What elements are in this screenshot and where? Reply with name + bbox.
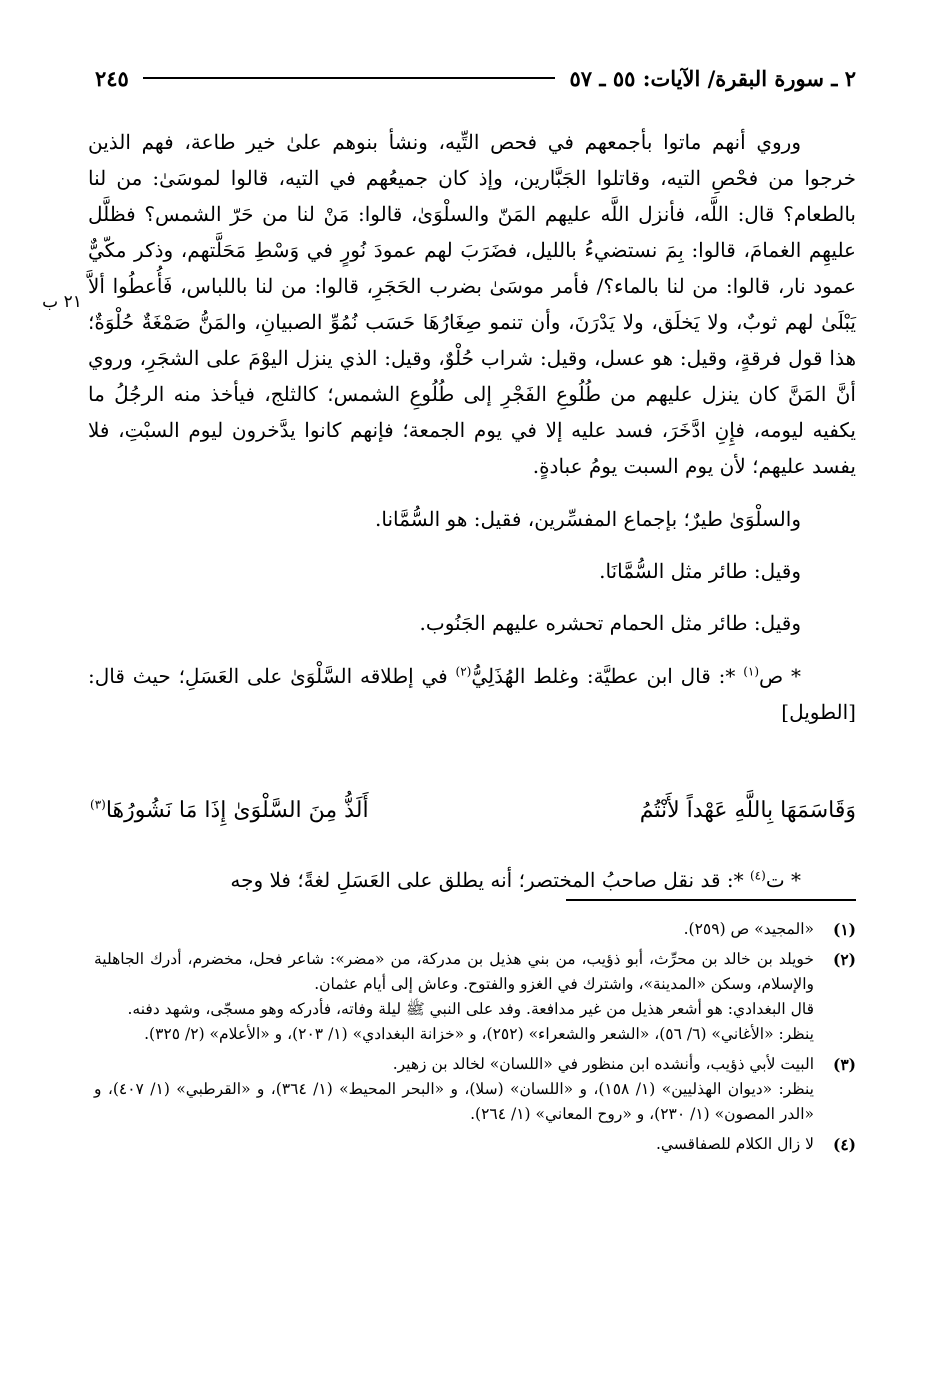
header-rule xyxy=(143,77,556,79)
footnote-text xyxy=(94,1052,814,1127)
paragraph-salwa-alt2: وقيل: طائر مثل الحمام تحشره عليهم الجَنُوب. xyxy=(419,611,801,635)
paragraph-manna-quails: وروي أنهم ماتوا بأجمعهم في فحص التِّيه، ونشأ بنوهم علىٰ خير طاعة، فهم الذين خرجوا من فحْصِ التيه، وقاتلوا الجَبَّارين، وإذ كان جميعُهم في التيه، قالوا لموسَىٰ: من لنا بالطعام؟ قال: اللَّه، فأنزل اللَّه عليهم المَنّ والسلْوَىٰ، قالوا: مَنْ لنا من حَرّ الشمس؟ فظلَّل عليهِم الغمامَ، قالوا: بِمَ نستضيءُ بالليل، فضَرَبَ لهم عمودَ نُورٍ في وَسْطِ مَحَلَّتهم، وذكر مكّيٌّ عمود نار، قالوا: من لنا بالماء؟/ فأمر موسَىٰ بضرب الحَجَرِ، قالوا: من لنا باللباس، فَأُعطُوا ألاَّ يَبْلَىٰ لهم ثوبٌ، ولا يَخلَق، ولا يَدْرَنَ، وأن تنمو صِغَارُهَا حَسَب نُمُوِّ الصبيانِ، والمَنُّ صَمْغَةٌ حُلْوَةٌ؛ هذا قول فرقةٍ، وقيل: هو عسل، وقيل: شراب حُلْوٌ، وقيل: الذي ينزل اليوْمَ على الشجَرِ، وروي أنَّ المَنَّ كان ينزل عليهم من طُلُوعِ الفَجْرِ إلى طُلُوعِ الشمس؛ كالثلج، فيأخذ منه الرجُلُ ما يكفيه ليومه، فإِنِ ادَّخَرَ، فسد عليه إلا في يوم الجمعة؛ فإنهم كانوا يدَّخرون ليوم السبْتِ، فلا يفسد عليهم؛ لأن يوم السبت يومُ عبادةٍ. xyxy=(88,130,856,478)
footnote-number: (١) xyxy=(832,920,856,939)
footnote-ref[interactable]: (١) xyxy=(743,664,760,679)
verse-second-hemistich xyxy=(90,798,369,823)
footnote-ref[interactable]: (٢) xyxy=(455,664,472,679)
footnote-line: «المجيد» ص (٢٥٩). xyxy=(683,920,814,938)
footnote xyxy=(94,917,856,942)
paragraph-tail xyxy=(88,862,856,898)
footnote-line: البيت لأبي ذؤيب، وأنشده ابن منظور في «اللسان» لخالد بن زهير. xyxy=(392,1055,814,1073)
text-segment: أَلَذُّ مِنَ السَّلْوَىٰ إِذَا مَا نَشُورُهَا xyxy=(105,797,369,823)
manuscript-folio-marker: ٢١ ب xyxy=(42,292,82,312)
paragraph-salwa: والسلْوَىٰ طيرٌ؛ بإجماع المفسِّرين، فقيل: هو السُّمَّانا. xyxy=(375,507,801,531)
footnote-number: (٤) xyxy=(832,1135,856,1154)
footnotes xyxy=(94,912,856,1157)
footnote-line: خويلد بن خالد بن محرِّث، أبو ذؤيب، من بني هذيل بن مدركة، من «مضر»: شاعر فحل، مخضرم، أدرك الجاهلية والإسلام، وسكن «المدينة»، واشترك في الغزو والفتوح. وعاش إلى أيام عثمان. xyxy=(94,950,814,993)
poetry-verse xyxy=(90,790,856,830)
footnote xyxy=(94,1132,856,1157)
text-segment: * ص xyxy=(759,664,802,688)
paragraph-salwa-alt1: وقيل: طائر مثل السُّمَّانَا. xyxy=(599,559,801,583)
footnote-line: ينظر: «الأغاني» (٦/ ٥٦)، «الشعر والشعراء» (٢٥٢)، و «خزانة البغدادي» (١/ ٢٠٣)، و «الأعلام» (٢/ ٣٢٥). xyxy=(144,1025,814,1043)
footnote-separator xyxy=(566,899,856,901)
text-segment: * ت xyxy=(765,868,801,892)
page-header xyxy=(95,62,856,94)
text-segment: *: قد نقل صاحبُ المختصر؛ أنه يطلق على العَسَلِ لغةً؛ فلا وجه xyxy=(230,868,750,892)
footnote-line: قال البغدادي: هو أشعر هذيل من غير مدافعة. وفد على النبي ﷺ ليلة وفاته، فأدركه وهو مسجّى، وشهد دفنه. xyxy=(127,1000,814,1018)
footnote xyxy=(94,947,856,1047)
footnote-text xyxy=(94,917,814,942)
text-segment: في إطلاقه السَّلْوَىٰ على العَسَلِ؛ حيث قال: [الطويل] xyxy=(88,664,856,724)
paragraph-ibn-atiyya xyxy=(88,658,856,730)
main-text xyxy=(88,124,856,730)
footnote-number: (٢) xyxy=(832,950,856,969)
text-segment: *: قال ابن عطيَّة: وغلط الهُذَلِيُّ xyxy=(471,664,744,688)
footnote-line: لا زال الكلام للصفاقسي. xyxy=(655,1135,814,1153)
footnote-text xyxy=(94,947,814,1047)
page-number: ٢٤٥ xyxy=(95,65,129,91)
footnote-text xyxy=(94,1132,814,1157)
footnote xyxy=(94,1052,856,1127)
footnote-ref[interactable]: (٣) xyxy=(90,797,106,812)
verse-first-hemistich: وَقَاسَمَهَا بِاللَّهِ عَهْداً لأَنْتُمُ xyxy=(639,797,856,823)
running-title: ٢ ـ سورة البقرة/ الآيات: ٥٥ ـ ٥٧ xyxy=(569,65,856,91)
footnote-ref[interactable]: (٤) xyxy=(749,868,766,883)
footnote-number: (٣) xyxy=(832,1055,856,1074)
footnote-line: ينظر: «ديوان الهذليين» (١/ ١٥٨)، و «اللسان» (سلا)، و «البحر المحيط» (١/ ٣٦٤)، و «القرطبي» (١/ ٤٠٧)، و «الدر المصون» (١/ ٢٣٠)، و «روح المعاني» (١/ ٢٦٤). xyxy=(94,1080,814,1123)
